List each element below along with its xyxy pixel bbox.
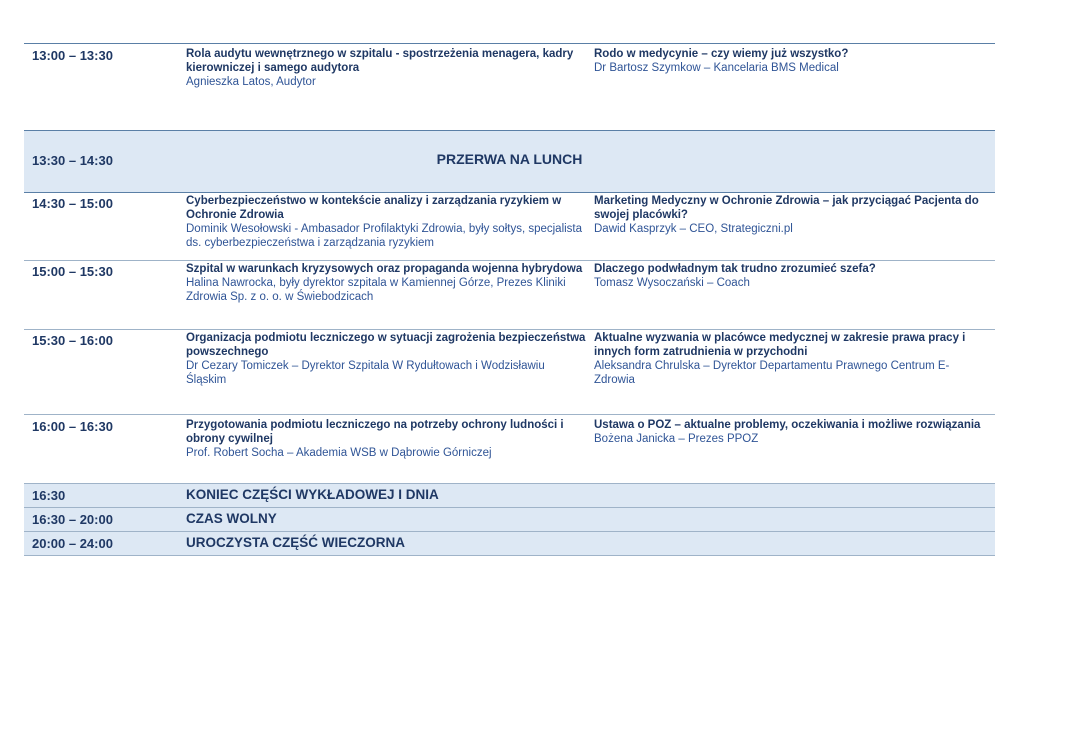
session-speaker: Tomasz Wysoczański – Coach: [594, 277, 750, 289]
lunch-row: [24, 130, 995, 192]
session-speaker: Halina Nawrocka, były dyrektor szpitala w Kamiennej Górze, Prezes Kliniki Zdrowia Sp. z o. o. w Świebodzicach: [186, 277, 566, 303]
session-title: Aktualne wyzwania w placówce medycznej w zakresie prawa pracy i innych form zatrudnienia w przychodni: [594, 332, 966, 358]
session-speaker: Agnieszka Latos, Audytor: [186, 76, 316, 88]
session-left: [186, 194, 586, 250]
session-right: [594, 194, 989, 236]
session-right: [594, 47, 989, 75]
time-slot: 13:30 – 14:30: [32, 153, 113, 168]
table-row: [24, 483, 995, 507]
lunch-break-label: PRZERWA NA LUNCH: [436, 151, 583, 167]
session-title: Marketing Medyczny w Ochronie Zdrowia – jak przyciągać Pacjenta do swojej placówki?: [594, 195, 979, 221]
table-row: [24, 43, 995, 130]
time-slot: 16:00 – 16:30: [32, 419, 113, 434]
session-right: [594, 262, 989, 290]
table-bottom-border: [24, 555, 995, 556]
table-row: [24, 414, 995, 483]
table-row: [24, 192, 995, 260]
session-title: Ustawa o POZ – aktualne problemy, oczekiwania i możliwe rozwiązania: [594, 419, 981, 431]
session-title: Cyberbezpieczeństwo w kontekście analizy i zarządzania ryzykiem w Ochronie Zdrowia: [186, 195, 562, 221]
session-title: Szpital w warunkach kryzysowych oraz propaganda wojenna hybrydowa: [186, 263, 583, 275]
session-speaker: Dr Bartosz Szymkow – Kancelaria BMS Medical: [594, 62, 839, 74]
session-speaker: Dominik Wesołowski - Ambasador Profilaktyki Zdrowia, były sołtys, specjalista ds. cyberbezpieczeństwa i zarządzania ryzykiem: [186, 223, 583, 249]
table-row: [24, 507, 995, 531]
time-slot: 16:30 – 20:00: [32, 512, 113, 527]
time-slot: 15:00 – 15:30: [32, 264, 113, 279]
session-title: Organizacja podmiotu leczniczego w sytuacji zagrożenia bezpieczeństwa powszechnego: [186, 332, 586, 358]
session-speaker: Dr Cezary Tomiczek – Dyrektor Szpitala W Rydułtowach i Wodzisławiu Śląskim: [186, 360, 545, 386]
time-slot: 14:30 – 15:00: [32, 196, 113, 211]
session-speaker: Bożena Janicka – Prezes PPOZ: [594, 433, 759, 445]
day-end-label: KONIEC CZĘŚCI WYKŁADOWEJ I DNIA: [186, 487, 439, 502]
session-title: Przygotowania podmiotu leczniczego na potrzeby ochrony ludności i obrony cywilnej: [186, 419, 564, 445]
session-right: [594, 418, 989, 446]
time-slot: 16:30: [32, 488, 66, 503]
session-title: Rola audytu wewnętrznego w szpitalu - spostrzeżenia menagera, kadry kierowniczej i samego audytora: [186, 48, 574, 74]
table-row: [24, 260, 995, 329]
time-slot: 20:00 – 24:00: [32, 536, 113, 551]
session-right: [594, 331, 989, 387]
session-title: Dlaczego podwładnym tak trudno zrozumieć szefa?: [594, 263, 876, 275]
session-left: [186, 262, 586, 304]
evening-event-label: UROCZYSTA CZĘŚĆ WIECZORNA: [186, 535, 405, 550]
table-row: [24, 329, 995, 414]
session-speaker: Dawid Kasprzyk – CEO, Strategiczni.pl: [594, 223, 793, 235]
session-left: [186, 418, 586, 460]
time-slot: 13:00 – 13:30: [32, 48, 113, 63]
table-row: [24, 531, 995, 555]
session-speaker: Aleksandra Chrulska – Dyrektor Departamentu Prawnego Centrum E-Zdrowia: [594, 360, 950, 386]
session-left: [186, 47, 586, 89]
session-title: Rodo w medycynie – czy wiemy już wszystko?: [594, 48, 849, 60]
free-time-label: CZAS WOLNY: [186, 511, 277, 526]
session-speaker: Prof. Robert Socha – Akademia WSB w Dąbrowie Górniczej: [186, 447, 492, 459]
session-left: [186, 331, 586, 387]
time-slot: 15:30 – 16:00: [32, 333, 113, 348]
schedule-table: [24, 43, 995, 556]
